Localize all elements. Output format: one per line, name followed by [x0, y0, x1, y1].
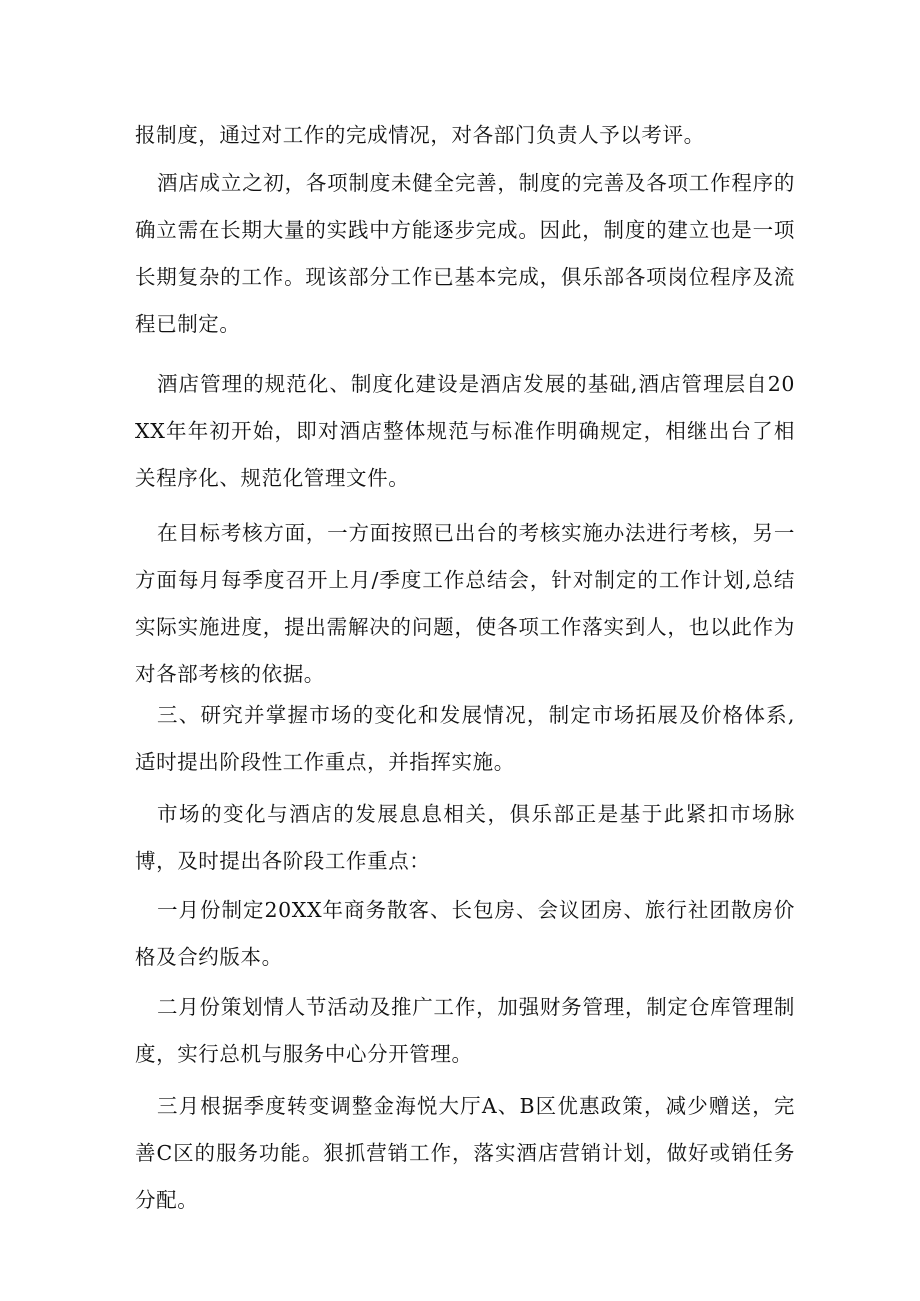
paragraph-5: 三、研究并掌握市场的变化和发展情况，制定市场拓展及价格体系,适时提出阶段性工作重点，并指挥实施。 — [135, 703, 795, 774]
paragraph-6: 市场的变化与酒店的发展息息相关，俱乐部正是基于此紧扣市场脉博，及时提出各阶段工作重点： — [135, 802, 795, 873]
paragraph-1: 报制度，通过对工作的完成情况，对各部门负责人予以考评。 — [135, 123, 705, 147]
paragraph-2: 酒店成立之初，各项制度未健全完善，制度的完善及各项工作程序的确立需在长期大量的实践中方能逐步完成。因此，制度的建立也是一项长期复杂的工作。现该部分工作已基本完成，俱乐部各项岗位程序及流程已制定。 — [135, 171, 795, 336]
paragraph-9: 三月根据季度转变调整金海悦大厅A、B区优惠政策，减少赠送，完善C区的服务功能。狠抓营销工作，落实酒店营销计划，做好或销任务分配。 — [135, 1094, 795, 1212]
paragraph-4: 在目标考核方面，一方面按照已出台的考核实施办法进行考核，另一方面每月每季度召开上月/季度工作总结会，针对制定的工作计划,总结实际实施进度，提出需解决的问题，使各项工作落实到人，也以此作为对各部考核的依据。 — [135, 521, 795, 686]
paragraph-7: 一月份制定20XX年商务散客、长包房、会议团房、旅行社团散房价格及合约版本。 — [135, 898, 795, 969]
paragraph-3: 酒店管理的规范化、制度化建设是酒店发展的基础,酒店管理层自20XX年年初开始，即对酒店整体规范与标准作明确规定，相继出台了相关程序化、规范化管理文件。 — [135, 372, 795, 490]
paragraph-8: 二月份策划情人节活动及推广工作，加强财务管理，制定仓库管理制度，实行总机与服务中心分开管理。 — [135, 995, 795, 1066]
